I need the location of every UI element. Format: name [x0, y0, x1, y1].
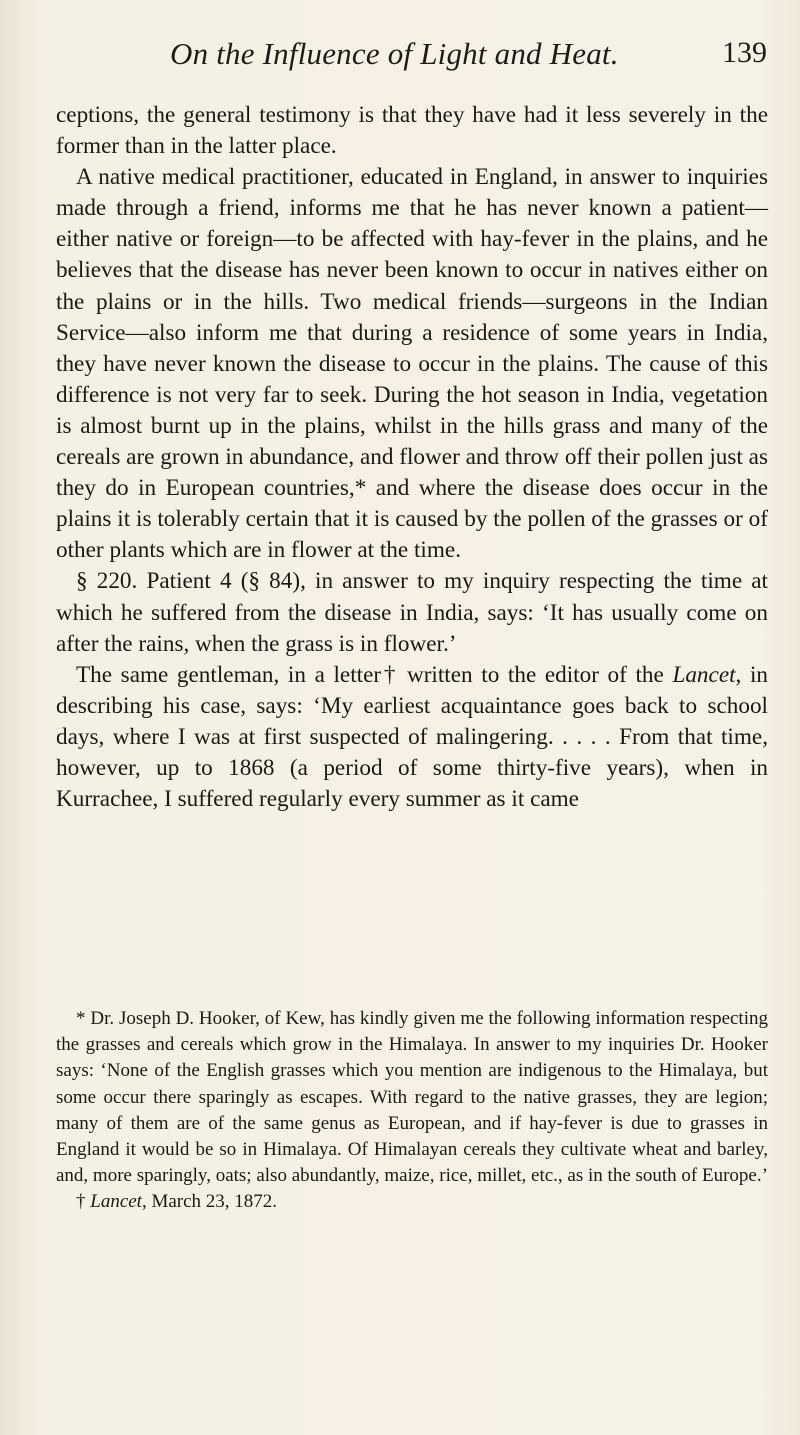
paragraph-continuation: ceptions, the general testimony is that they have had it less severely in the former than in the latter place.: [56, 102, 768, 160]
paragraph-native-practitioner: A native medical practitioner, educated in England, in answer to inquiries made through a friend, informs me that he has never known a patient—either native or foreign—to be affected with hay-fever in the plains, and he believes that the disease has never been known to occur in natives either on the plains or in the hills. Two medical friends—surgeons in the Indian Service—also inform me that during a residence of some years in India, they have never known the disease to occur in the plains. The cause of this difference is not very far to seek. During the hot season in India, vegetation is almost burnt up in the plains, whilst in the hills grass and many of the cereals are grown in abundance, and flower and throw off their pollen just as they do in European countries,* and where the disease does occur in the plains it is tolerably certain that it is caused by the pollen of the grasses or of other plants which are in flower at the time.: [56, 164, 768, 564]
running-title: On the Influence of Light and Heat.: [170, 36, 619, 71]
lancet-title: Lancet: [672, 661, 736, 688]
page-number: 139: [722, 36, 767, 69]
footnote-lancet-date: , March 23, 1872.: [141, 1191, 278, 1213]
letter-text-start: The same gentleman, in a letter† written to the editor of the: [76, 661, 673, 688]
footnotes: [56, 1006, 768, 1216]
dagger-mark: †: [76, 1191, 91, 1213]
footnote-hooker: * Dr. Joseph D. Hooker, of Kew, has kindly given me the following information respecting the grasses and cereals which grow in the Himalaya. In answer to my inquiries Dr. Hooker says: ‘None of the English grasses which you mention are indigenous to the Himalaya, but some occur there sparingly as escapes. With regard to the native grasses, they are legion; many of them are of the same genus as European, and if hay-fever is due to grasses in England it would be so in Himalaya. Of Himalayan cereals they cultivate wheat and barley, and, more sparingly, oats; also abundantly, maize, rice, millet, etc., as in the south of Europe.’: [56, 1008, 768, 1187]
letter-text-end: , in describing his case, says: ‘My earliest acquaintance goes back to school days, where I was at first suspected of malingering. . . . . From that time, however, up to 1868 (a period of some thirty-five years), when in Kurrachee, I suffered regularly every summer as it came: [56, 661, 768, 813]
paragraph-section-220: § 220. Patient 4 (§ 84), in answer to my inquiry respecting the time at which he suffered from the disease in India, says: ‘It has usually come on after the rains, when the grass is in flower.’: [56, 568, 768, 657]
footnote-lancet: [56, 1189, 768, 1215]
footnote-lancet-title: Lancet: [90, 1191, 142, 1213]
main-text: [56, 100, 768, 815]
paragraph-letter: [56, 660, 768, 815]
